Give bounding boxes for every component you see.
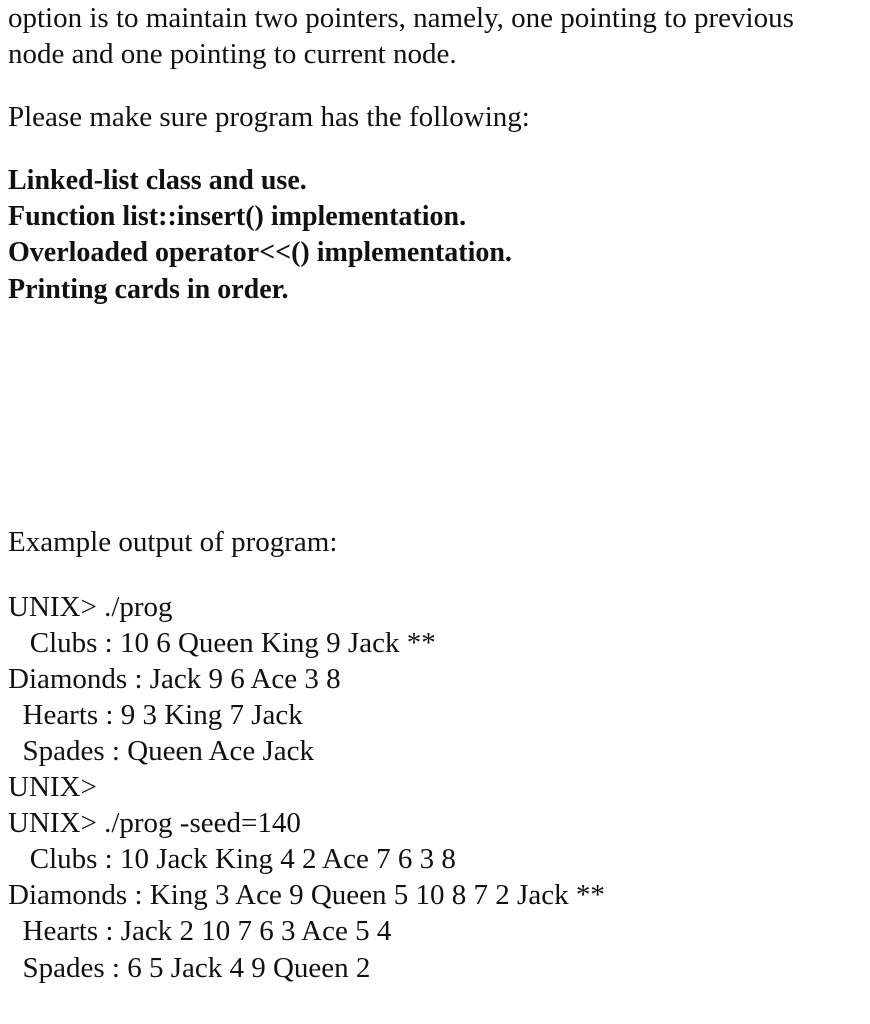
intro-line-2: node and one pointing to current node. bbox=[8, 38, 457, 70]
output-line-10: Hearts : Jack 2 10 7 6 3 Ace 5 4 bbox=[8, 915, 392, 947]
output-line-4: Hearts : 9 3 King 7 Jack bbox=[8, 699, 303, 731]
requirement-item-4: Printing cards in order. bbox=[8, 274, 289, 305]
output-line-11: Spades : 6 5 Jack 4 9 Queen 2 bbox=[8, 952, 371, 984]
requirement-item-2: Function list::insert() implementation. bbox=[8, 201, 467, 232]
output-line-2: Clubs : 10 6 Queen King 9 Jack ** bbox=[8, 627, 436, 659]
output-line-8: Clubs : 10 Jack King 4 2 Ace 7 6 3 8 bbox=[8, 843, 456, 875]
output-line-5: Spades : Queen Ace Jack bbox=[8, 735, 315, 767]
output-line-1: UNIX> ./prog bbox=[8, 591, 173, 623]
output-line-7: UNIX> ./prog -seed=140 bbox=[8, 807, 301, 839]
requirement-item-1: Linked-list class and use. bbox=[8, 165, 307, 196]
output-line-9: Diamonds : King 3 Ace 9 Queen 5 10 8 7 2 Jack ** bbox=[8, 879, 605, 911]
output-line-6: UNIX> bbox=[8, 771, 97, 803]
output-line-3: Diamonds : Jack 9 6 Ace 3 8 bbox=[8, 663, 341, 695]
example-heading: Example output of program: bbox=[8, 526, 338, 558]
intro-line-1: option is to maintain two pointers, namely, one pointing to previous bbox=[8, 2, 794, 34]
requirement-item-3: Overloaded operator<<() implementation. bbox=[8, 237, 512, 268]
requirements-heading: Please make sure program has the following: bbox=[8, 101, 530, 133]
